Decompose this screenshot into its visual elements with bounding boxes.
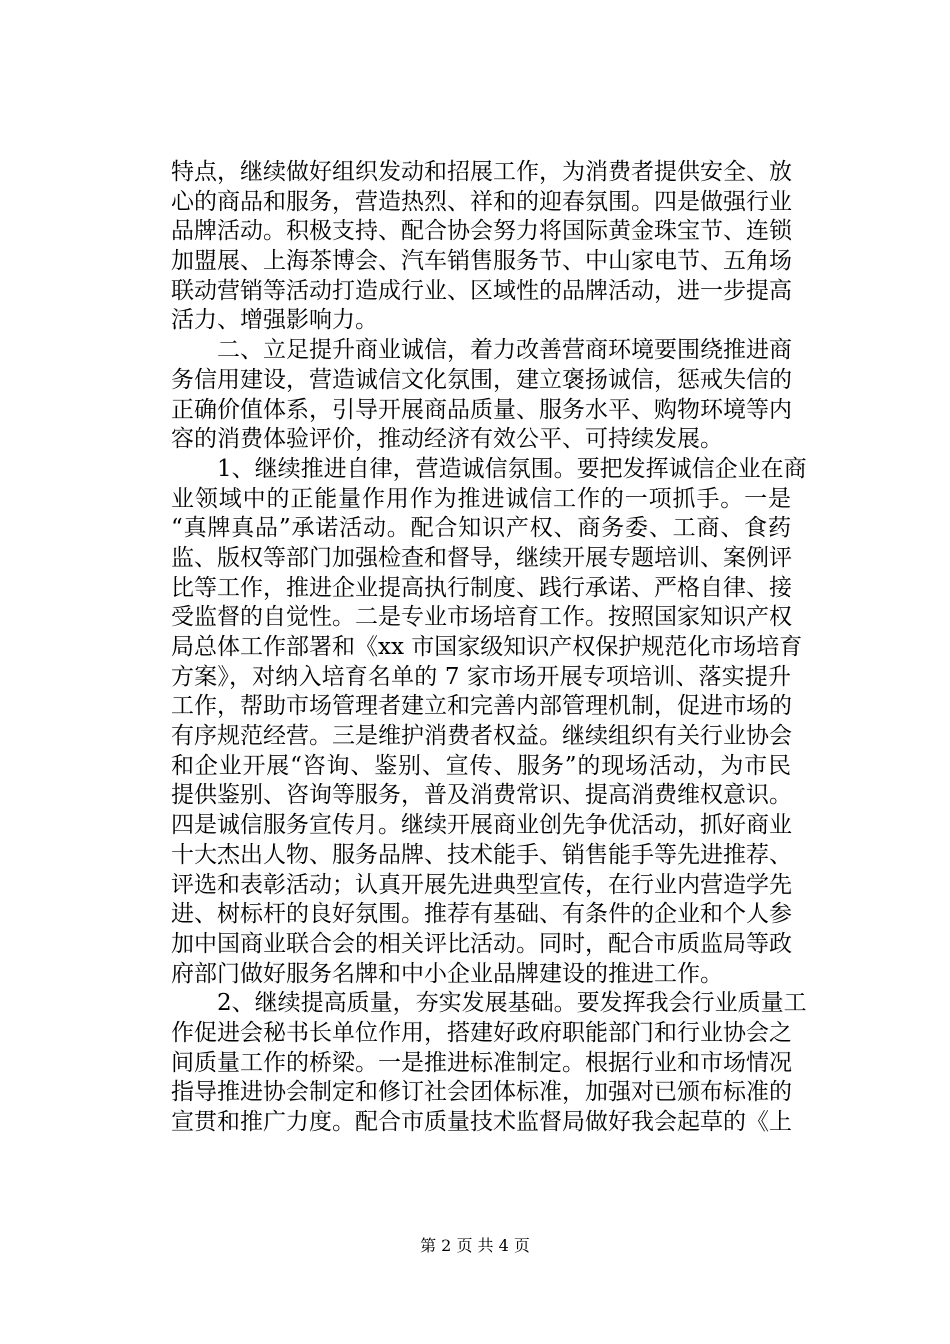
text-line: 四是诚信服务宣传月。继续开展商业创先争优活动，抓好商业 bbox=[171, 812, 792, 839]
text-line: 评选和表彰活动；认真开展先进典型宣传，在行业内营造学先 bbox=[171, 871, 792, 898]
text-line: 加中国商业联合会的相关评比活动。同时，配合市质监局等政 bbox=[171, 930, 792, 957]
text-line: 容的消费体验评价，推动经济有效公平、可持续发展。 bbox=[171, 426, 723, 453]
text-line: 品牌活动。积极支持、配合协会努力将国际黄金珠宝节、连锁 bbox=[171, 218, 792, 245]
text-line: 业领域中的正能量作用作为推进诚信工作的一项抓手。一是 bbox=[171, 485, 791, 512]
text-line: 指导推进协会制定和修订社会团体标准，加强对已颁布标准的 bbox=[171, 1079, 792, 1106]
text-line: 2、继续提高质量，夯实发展基础。要发挥我会行业质量工 bbox=[171, 990, 807, 1017]
text-line: 作促进会秘书长单位作用，搭建好政府职能部门和行业协会之 bbox=[171, 1019, 792, 1046]
text-line: 间质量工作的桥梁。一是推进标准制定。根据行业和市场情况 bbox=[171, 1049, 792, 1076]
text-line: 联动营销等活动打造成行业、区域性的品牌活动，进一步提高 bbox=[171, 277, 792, 304]
text-line: 二、立足提升商业诚信，着力改善营商环境要围绕推进商 bbox=[171, 337, 792, 364]
text-line: 特点，继续做好组织发动和招展工作，为消费者提供安全、放 bbox=[171, 159, 792, 185]
document-body bbox=[171, 158, 807, 1138]
text-line: 1、继续推进自律，营造诚信氛围。要把发挥诚信企业在商 bbox=[171, 455, 807, 482]
text-line: 工作，帮助市场管理者建立和完善内部管理机制，促进市场的 bbox=[171, 693, 792, 720]
text-line: 监、版权等部门加强检查和督导，继续开展专题培训、案例评 bbox=[171, 544, 792, 571]
text-line: 宣贯和推广力度。配合市质量技术监督局做好我会起草的《上 bbox=[171, 1109, 792, 1135]
text-line: 正确价值体系，引导开展商品质量、服务水平、购物环境等内 bbox=[171, 396, 792, 423]
text-line: 十大杰出人物、服务品牌、技术能手、销售能手等先进推荐、 bbox=[171, 841, 792, 868]
text-line: 心的商品和服务，营造热烈、祥和的迎春氛围。四是做强行业 bbox=[171, 188, 792, 215]
text-line: 有序规范经营。三是维护消费者权益。继续组织有关行业协会 bbox=[171, 723, 792, 750]
text-line: 进、树标杆的良好氛围。推荐有基础、有条件的企业和个人参 bbox=[171, 901, 792, 928]
text-line: 局总体工作部署和《xx 市国家级知识产权保护规范化市场培育 bbox=[171, 634, 803, 660]
text-line: 府部门做好服务名牌和中小企业品牌建设的推进工作。 bbox=[171, 960, 723, 987]
text-line: 加盟展、上海茶博会、汽车销售服务节、中山家电节、五角场 bbox=[171, 248, 792, 275]
text-line: 活力、增强影响力。 bbox=[171, 307, 378, 334]
page-footer: 第 2 页 共 4 页 bbox=[420, 1236, 530, 1255]
text-line: 方案》，对纳入培育名单的 7 家市场开展专项培训、落实提升 bbox=[171, 663, 791, 690]
text-line: 比等工作，推进企业提高执行制度、践行承诺、严格自律、接 bbox=[171, 574, 792, 601]
text-line: “真牌真品”承诺活动。配合知识产权、商务委、工商、食药 bbox=[171, 515, 791, 542]
text-line: 提供鉴别、咨询等服务，普及消费常识、提高消费维权意识。 bbox=[171, 782, 792, 809]
text-line: 务信用建设，营造诚信文化氛围，建立褒扬诚信，惩戒失信的 bbox=[171, 366, 792, 393]
text-line: 和企业开展“咨询、鉴别、宣传、服务”的现场活动，为市民 bbox=[171, 752, 791, 779]
text-line: 受监督的自觉性。二是专业市场培育工作。按照国家知识产权 bbox=[171, 604, 792, 631]
